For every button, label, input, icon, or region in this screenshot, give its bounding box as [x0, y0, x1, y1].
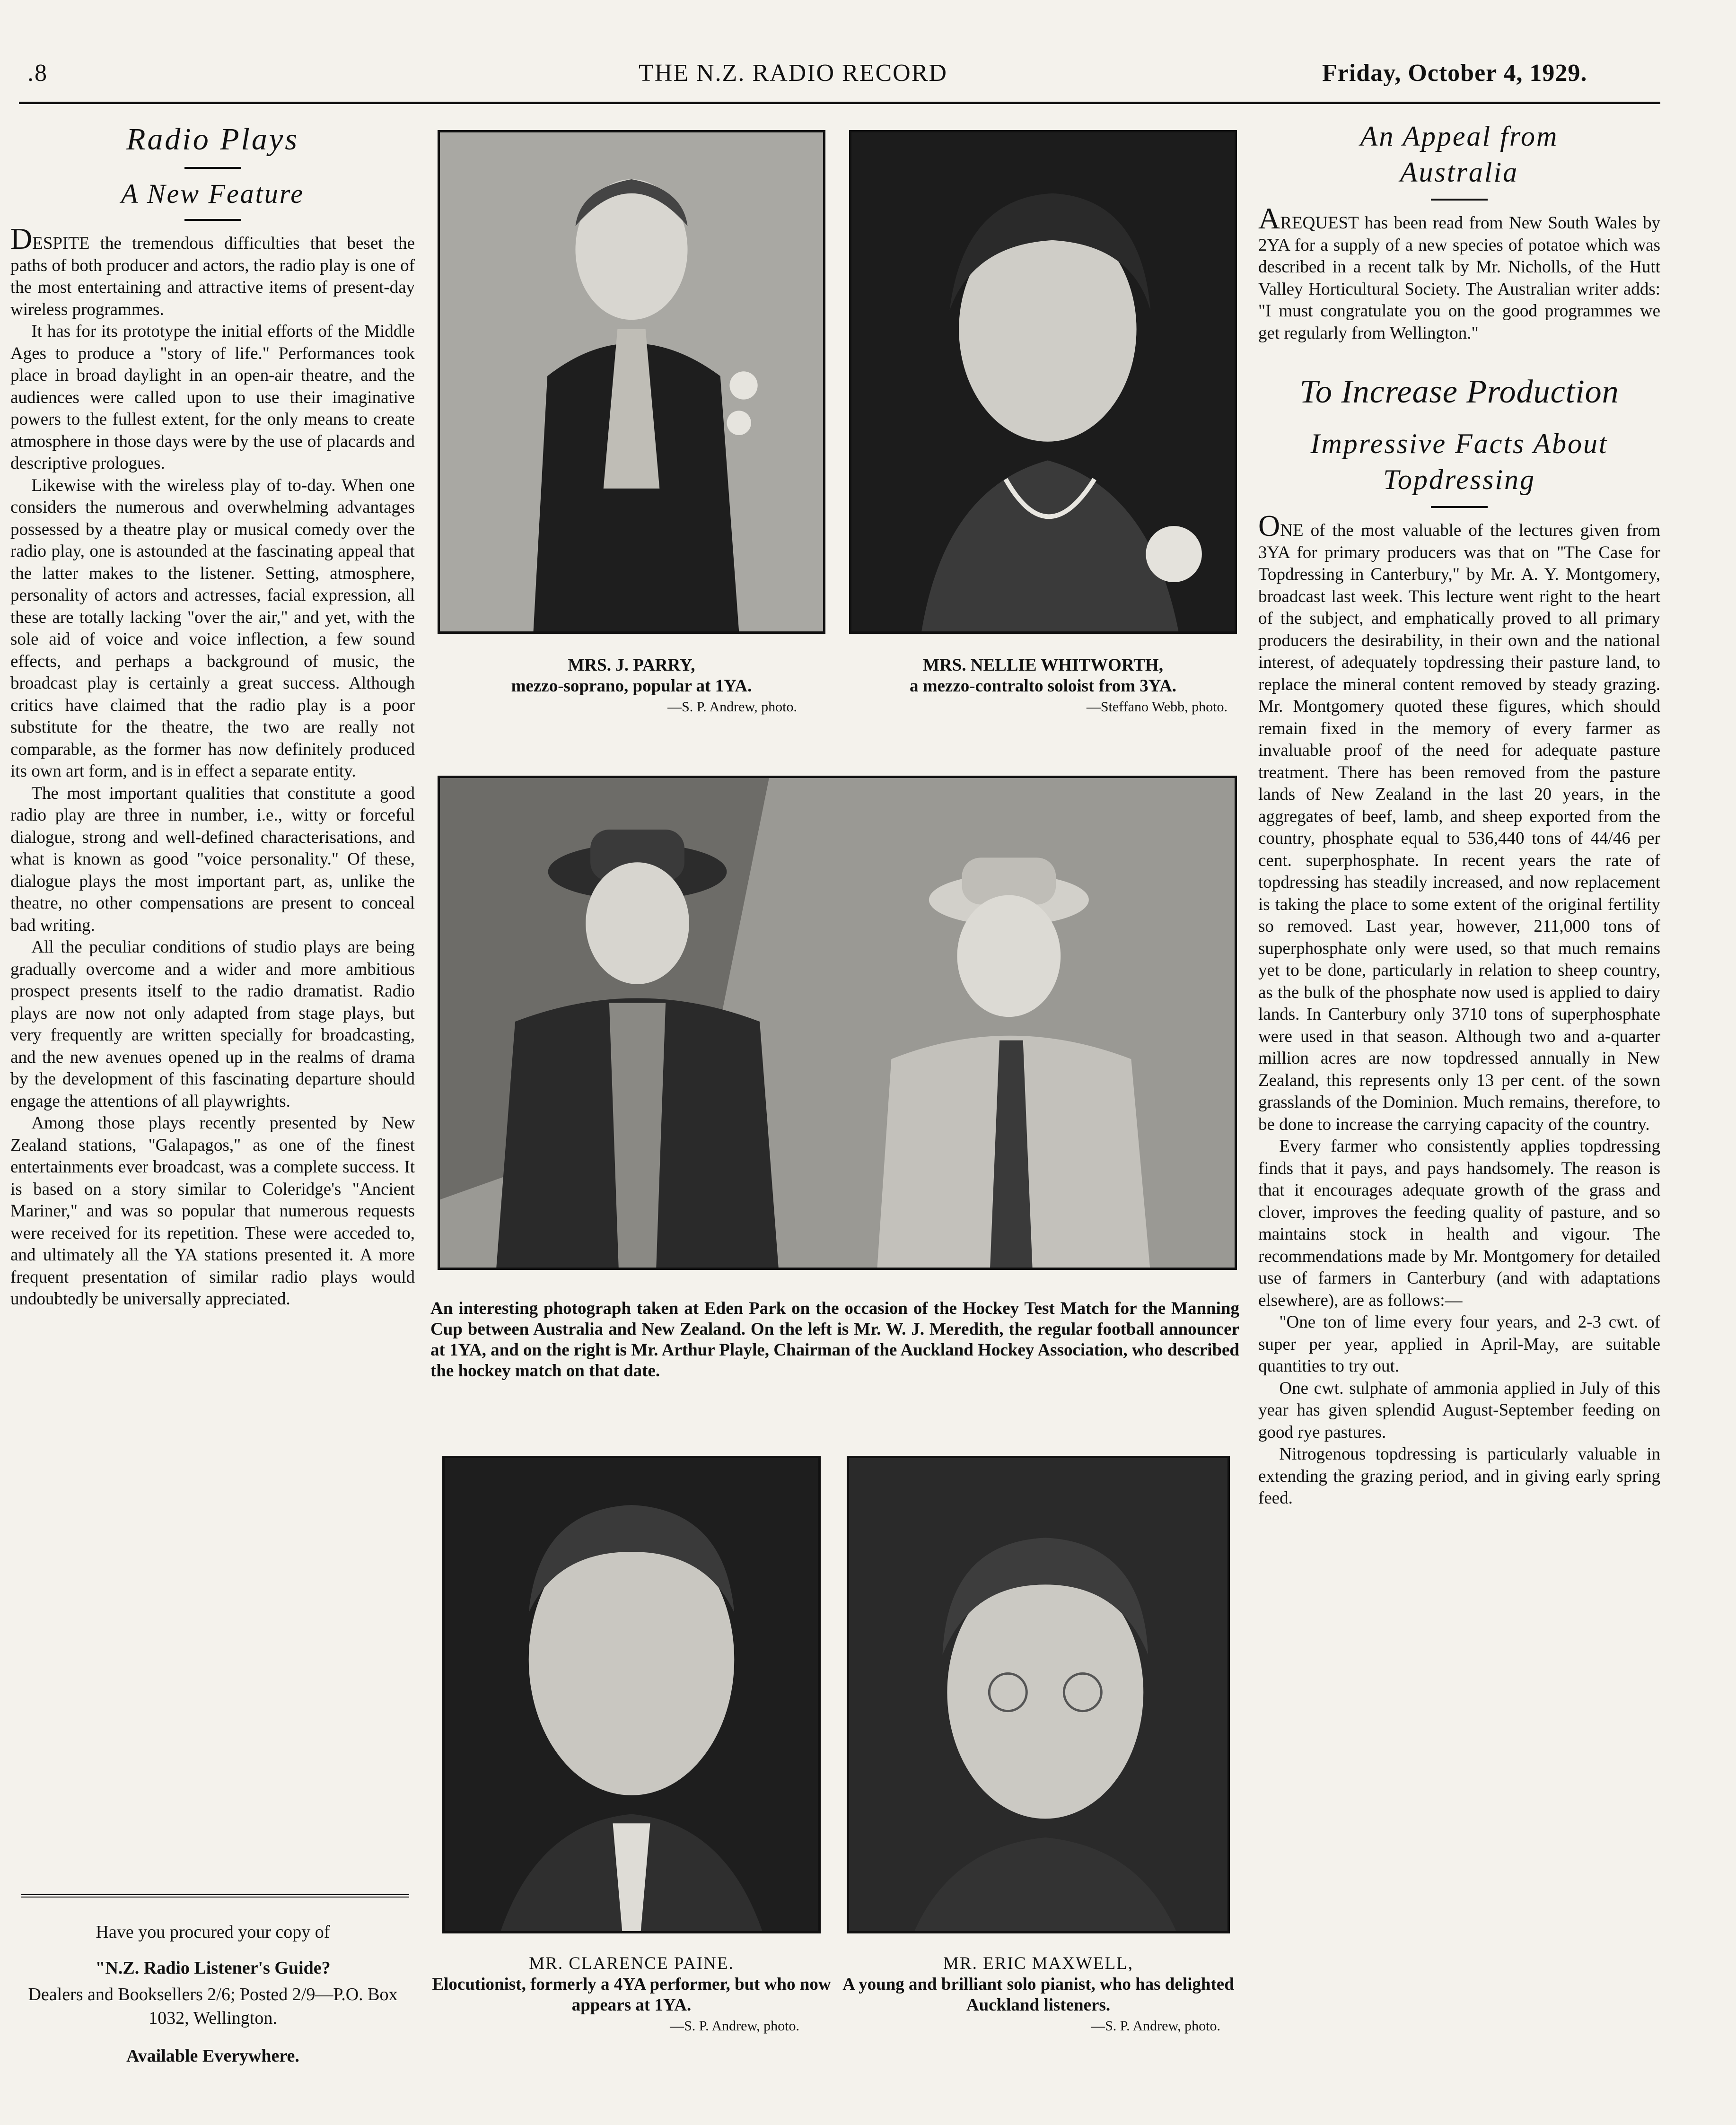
paragraph: Every farmer who consistently applies topdressing finds that it pays, and pays handsomely. The reason is that it encourages adequate growth of the grass and clover, improves the feeding quality of pasture, and so maintains stock in health and vigour. The recommendations made by Mr. Montgomery for detailed use of farmers in Canterbury (and with adaptations elsewhere), are as follows:—: [1258, 1137, 1660, 1310]
caption-name: MRS. NELLIE WHITWORTH,: [923, 656, 1163, 675]
title-divider: [184, 167, 241, 169]
caption-name: MR. CLARENCE PAINE.: [529, 1954, 734, 1973]
photo-credit: —S. P. Andrew, photo.: [670, 2018, 799, 2034]
photo-credit: —Steffano Webb, photo.: [1086, 699, 1227, 715]
caption-desc: mezzo-soprano, popular at 1YA.: [511, 676, 752, 696]
appeal-title: Australia: [1400, 157, 1519, 188]
paragraph: It has for its prototype the initial efforts of the Middle Ages to produce a "story of life." Performances took place in broad daylight in an open-air theatre, and the audiences were called upon to use their imaginative powers to the fullest extent, for the only means to create atmosphere in those days were by the use of placards and descriptive prologues.: [10, 322, 415, 473]
title-divider: [1431, 199, 1488, 201]
paragraph: The most important qualities that constitute a good radio play are three in number, i.e., witty or forceful dialogue, strong and well-defined characterisations, and what is known as good "voice personality." Of these, dialogue plays the most important part, as, unlike the theatre, no other compensations are present to conceal bad writing.: [10, 783, 415, 935]
two-men-photo-icon: [440, 778, 1235, 1268]
advert-rule: [21, 1894, 409, 1898]
caption-eden-park: An interesting photograph taken at Eden Park on the occasion of the Hockey Test Match for the Manning Cup between Australia and New Zealand. On the left is Mr. W. J. Meredith, the regular football announcer at 1YA, and on the right is Mr. Arthur Playle, Chairman of the Auckland Hockey Association, who described the hockey match on that date.: [430, 1299, 1240, 1381]
photo-eric-maxwell: [847, 1456, 1230, 1933]
production-title: To Increase Production: [1299, 374, 1619, 410]
caption-parry: [438, 655, 825, 717]
production-subtitle: Impressive Facts About: [1310, 428, 1608, 459]
masthead: THE N.Z. RADIO RECORD: [639, 60, 947, 87]
header-rule: [19, 102, 1660, 104]
radio-plays-article: [10, 121, 415, 1311]
photo-credit: —S. P. Andrew, photo.: [1091, 2018, 1220, 2034]
photo-mrs-parry: [438, 130, 825, 634]
paragraph: ONE of the most valuable of the lectures given from 3YA for primary producers was that on "The Case for Topdressing in Canterbury," by Mr. A. Y. Montgomery, broadcast last week. This lecture went right to the heart of the subject, and emphatically proved to all primary producers the desirability, in their own and the national interest, of adequately topdressing their pasture land, to replace the mineral content removed by steady grazing. Mr. Montgomery quoted these figures, which should remain fixed in the memory of every farmer as invaluable proof of the need for adequate pasture treatment. There has been removed from the pasture lands of New Zealand in the last 20 years, in the aggregates of beef, lamb, and sheep exported from the country, phosphate equal to 536,440 tons of 44/46 per cent. superphosphate. In recent years the rate of topdressing has steadily increased, and now replacement is taking the place to some extent of the original fertility so removed. Last year, however, 211,000 tons of superphosphate only were used, so that much remains yet to be done, particularly in relation to sheep country, as the bulk of the phosphate now used is applied to dairy lands. In Canterbury only 3710 tons of superphosphate were used in that season. Although two and a-quarter million acres are now topdressed annually in New Zealand, this represents only 13 per cent. of the sown grasslands of the Dominion. Much remains, therefore, to be done to increase the carrying capacity of the country.: [1258, 509, 1660, 1134]
article-title: Radio Plays: [126, 122, 299, 157]
advert-line: Available Everywhere.: [126, 2046, 299, 2066]
paragraph: Likewise with the wireless play of to-day. When one considers the numerous and overwhelming advantages possessed by a theatre play or musical comedy over the radio play, one is astounded at the fascinating appeal that the latter makes to the listener. Setting, atmosphere, personality of actors and actresses, facial expression, all these are totally lacking "over the air," and yet, with the sole aid of voice and voice inflection, a few sound effects, and perhaps a background of music, the broadcast play is certainly a great success. Although critics have claimed that the radio play is a poor substitute for the theatre, the two are really not comparable, as the former has now definitely produced its own art form, and is in effect a separate entity.: [10, 475, 415, 781]
paragraph: "One ton of lime every four years, and 2-3 cwt. of super per year, applied in April-May, are suitable quantities to try out.: [1258, 1312, 1660, 1376]
photo-mrs-whitworth: [849, 130, 1237, 634]
portrait-woman-icon: [851, 132, 1235, 631]
portrait-man-icon: [445, 1458, 818, 1931]
photo-credit: —S. P. Andrew, photo.: [667, 699, 797, 715]
caption-maxwell: [833, 1953, 1244, 2037]
paragraph: AREQUEST has been read from New South Wales by 2YA for a supply of a new species of potatoe which was described in a recent talk by Mr. Nicholls, of the Hutt Valley Horticultural Society. The Australian writer adds: "I must congratulate you on the good programmes we get regularly from Wellington.": [1258, 201, 1660, 343]
portrait-woman-icon: [440, 132, 823, 631]
caption-whitworth: [849, 655, 1237, 717]
appeal-title: An Appeal from: [1360, 121, 1559, 152]
caption-name: MRS. J. PARRY,: [568, 656, 695, 675]
advert-line: Dealers and Booksellers 2/6; Posted 2/9—P.O. Box 1032, Wellington.: [28, 1985, 398, 2028]
photo-clarence-paine: [442, 1456, 821, 1933]
advert-line: Have you procured your copy of: [96, 1922, 330, 1942]
advert-line: "N.Z. Radio Listener's Guide?: [95, 1958, 331, 1978]
caption-desc: a mezzo-contralto soloist from 3YA.: [909, 676, 1177, 696]
caption-paine: [426, 1953, 837, 2037]
portrait-man-icon: [849, 1458, 1227, 1931]
paragraph: One cwt. sulphate of ammonia applied in July of this year has given splendid August-September feeding on good rye pastures.: [1258, 1378, 1660, 1442]
caption-name: MR. ERIC MAXWELL,: [943, 1954, 1133, 1973]
paragraph: DESPITE the tremendous difficulties that beset the paths of both producer and actors, the radio play is one of the most entertaining and attractive items of present-day wireless programmes.: [10, 222, 415, 319]
guide-advert: [14, 1920, 412, 2068]
paragraph: Nitrogenous topdressing is particularly valuable in extending the grazing period, and in giving early spring feed.: [1258, 1444, 1660, 1508]
photo-eden-park: [438, 776, 1237, 1270]
article-subtitle: A New Feature: [121, 178, 304, 209]
issue-date: Friday, October 4, 1929.: [1322, 60, 1587, 87]
right-column: [1258, 118, 1660, 1510]
paragraph: Among those plays recently presented by New Zealand stations, "Galapagos," as one of the finest entertainments ever broadcast, was a complete success. It is based on a story similar to Coleridge's "Ancient Mariner," and was so popular that numerous requests were received for its repetition. These were acceded to, and ultimately all the YA stations presented it. A more frequent presentation of similar radio plays would undoubtedly be universally appreciated.: [10, 1113, 415, 1309]
production-subtitle: Topdressing: [1383, 464, 1535, 495]
caption-desc: A young and brilliant solo pianist, who has delighted Auckland listeners.: [842, 1975, 1234, 2015]
paragraph: All the peculiar conditions of studio plays are being gradually overcome and a wider and more ambitious prospect presents itself to the radio dramatist. Radio plays are now not only adapted from stage plays, but very frequently are written specially for broadcasting, and the new avenues opened up in the realms of drama by the development of this fascinating departure should engage the attentions of all playwrights.: [10, 937, 415, 1111]
subtitle-divider: [1431, 506, 1488, 508]
caption-desc: Elocutionist, formerly a 4YA performer, but who now appears at 1YA.: [432, 1975, 831, 2015]
drop-cap: D: [10, 222, 33, 255]
subtitle-divider: [184, 219, 241, 221]
drop-cap: A: [1258, 201, 1280, 235]
drop-cap: O: [1258, 509, 1280, 542]
page-number: .8: [27, 60, 48, 87]
